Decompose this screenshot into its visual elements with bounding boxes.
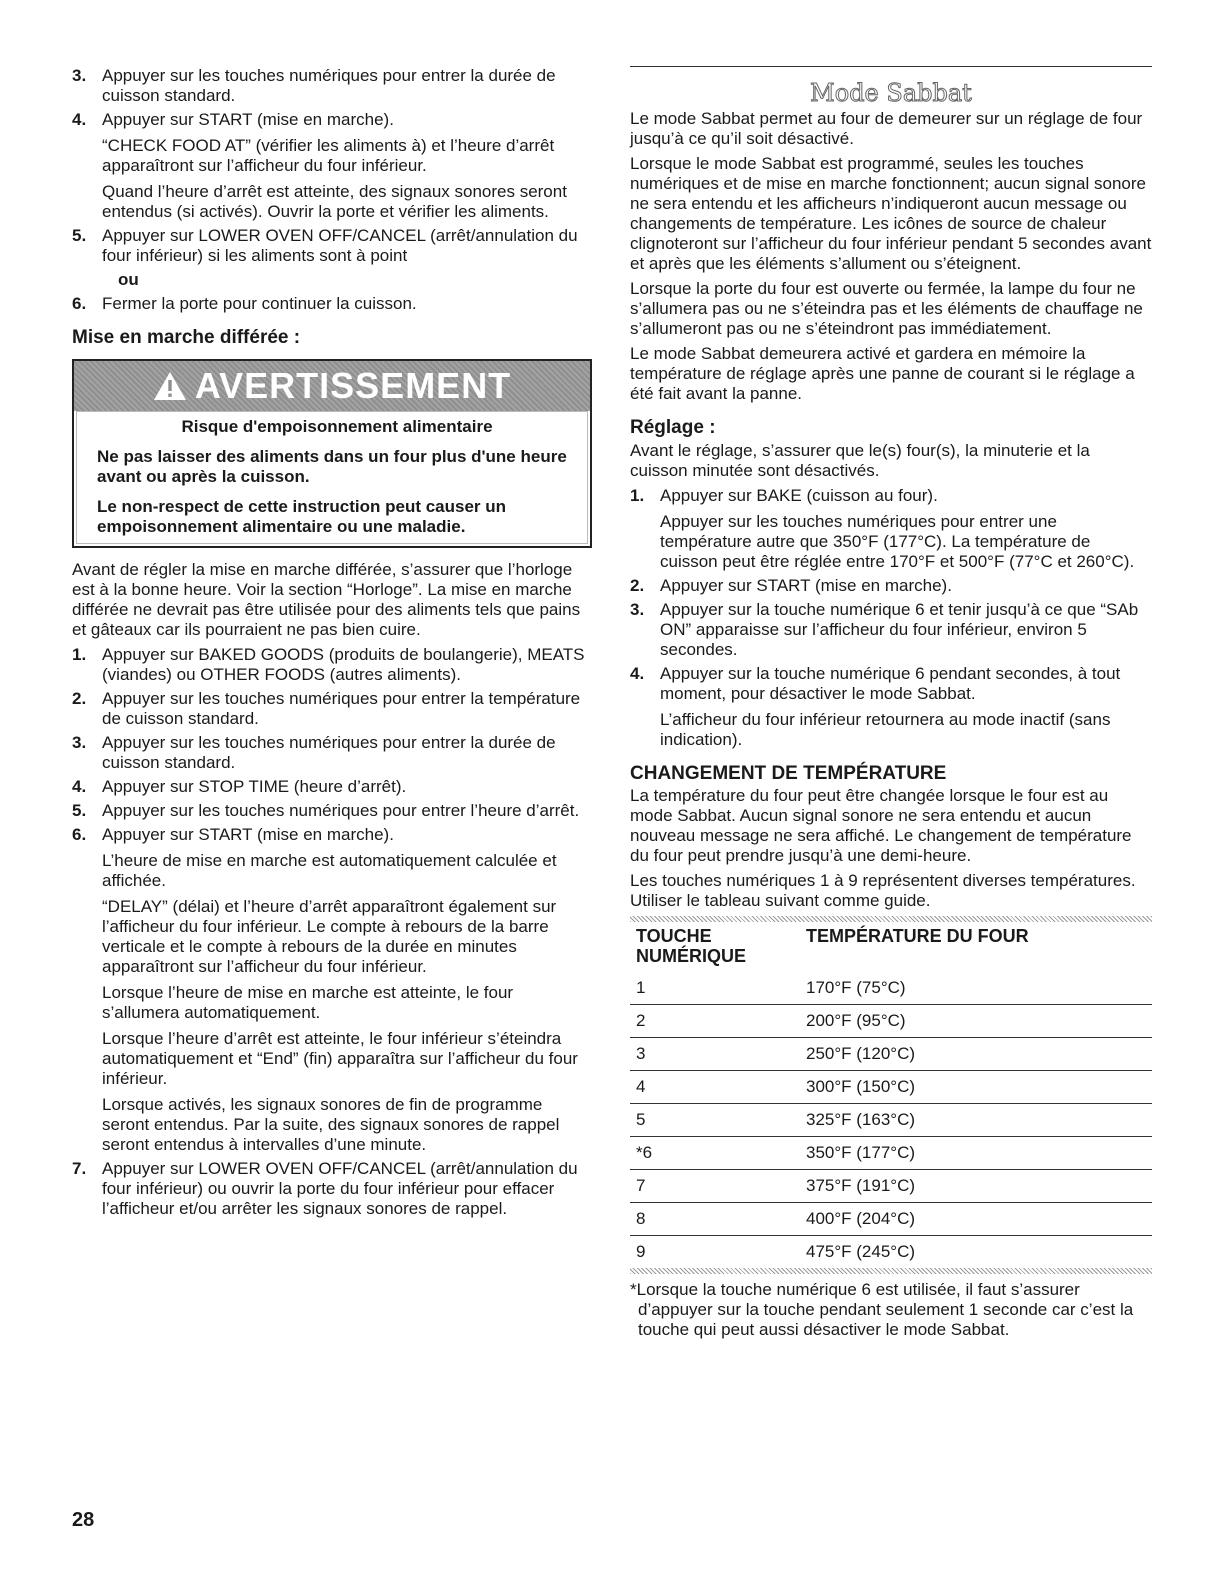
warning-title: AVERTISSEMENT [194,365,512,406]
step [72,645,592,685]
step-number: 3. [72,66,87,85]
table-header-row [630,922,1152,972]
step-text: Appuyer sur la touche numérique 6 pendant secondes, à tout moment, pour désactiver le mode Sabbat. [660,664,1121,703]
paragraph: Le mode Sabbat demeurera activé et gardera en mémoire la température de réglage après une panne de courant si le réglage a été fait avant la panne. [630,344,1135,403]
step-text: Appuyer sur les touches numériques pour entrer la durée de cuisson standard. [102,66,556,105]
step-number: 6. [72,294,87,313]
table-row [630,1038,1152,1071]
step-number: 2. [630,576,645,595]
warning-triangle-icon [153,371,187,401]
step-text: L’afficheur du four inférieur retournera au mode inactif (sans indication). [660,710,1111,749]
left-column [72,66,592,1223]
step [72,1159,592,1219]
paragraph: Les touches numériques 1 à 9 représentent diverses températures. Utiliser le tableau suivant comme guide. [630,871,1136,910]
step-text: Appuyer sur LOWER OVEN OFF/CANCEL (arrêt/annulation du four inférieur) ou ouvrir la porte du four inférieur pour effacer l’afficheur et/ou arrêter les signaux sonores de rappel. [102,1159,578,1218]
temp-change-paragraphs [630,786,1152,911]
step-number: 7. [72,1159,87,1178]
intro-steps [72,66,592,266]
key-cell: 4 [630,1071,806,1104]
table-row [630,1104,1152,1137]
step-text: “CHECK FOOD AT” (vérifier les aliments à) et l’heure d’arrêt apparaîtront sur l’afficheur du four inférieur. [102,136,555,175]
setup-intro: Avant le réglage, s’assurer que le(s) four(s), la minuterie et la cuisson minutée sont désactivés. [630,441,1090,480]
step-number: 3. [72,733,87,752]
step-text: L’heure de mise en marche est automatiquement calculée et affichée. [102,851,557,890]
step-text: Appuyer sur START (mise en marche). [102,110,394,129]
warning-header [74,361,590,411]
table-row [630,1170,1152,1203]
step [630,664,1152,750]
step-text: Appuyer sur les touches numériques pour entrer une température autre que 350°F (177°C). La température de cuisson peut être réglée entre 170°F et 500°F (77°C et 260°C). [660,512,1135,571]
step-text: Lorsque activés, les signaux sonores de fin de programme seront entendus. Par la suite, des signaux sonores de rappel seront entendus à intervalles d’une minute. [102,1095,560,1154]
key-cell: 7 [630,1170,806,1203]
key-cell: 2 [630,1005,806,1038]
table-row [630,1071,1152,1104]
step-number: 4. [72,777,87,796]
key-cell: 9 [636,1242,646,1261]
step-text: Appuyer sur la touche numérique 6 et tenir jusqu’à ce que “SAb ON” apparaisse sur l’afficheur du four inférieur, environ 5 secondes. [660,600,1139,659]
temp-cell: 400°F (204°C) [806,1203,1152,1236]
step-text: Appuyer sur START (mise en marche). [102,825,394,844]
step-text: Appuyer sur LOWER OVEN OFF/CANCEL (arrêt/annulation du four inférieur) si les aliments sont à point [102,226,578,265]
warning-risk: Risque d'empoisonnement alimentaire [181,417,493,436]
step-number: 4. [630,664,645,683]
step-text: Appuyer sur BAKE (cuisson au four). [660,486,938,505]
paragraph: Lorsque la porte du four est ouverte ou fermée, la lampe du four ne s’allumera pas ou ne s’éteindra pas et les éléments de chauffage ne s’allumeront pas ou ne s’éteindront pas immédiatement. [630,279,1143,338]
or-separator: ou [118,270,139,289]
step [72,226,592,266]
warning-body [76,411,588,544]
step-text: Quand l’heure d’arrêt est atteinte, des signaux sonores seront entendus (si activés). Ouvrir la porte et vérifier les aliments. [102,182,567,221]
sabbath-paragraphs [630,109,1152,404]
step-text: Lorsque l’heure d’arrêt est atteinte, le four inférieur s’éteindra automatiquement et “End” (fin) apparaîtra sur l’afficheur du four inférieur. [102,1029,578,1088]
step-text: Appuyer sur les touches numériques pour entrer la température de cuisson standard. [102,689,581,728]
table-row [630,1005,1152,1038]
temp-cell: 350°F (177°C) [806,1137,1152,1170]
table-bottom-rule [630,1268,1152,1274]
step-text: Fermer la porte pour continuer la cuisson. [102,294,417,313]
key-cell: 3 [630,1038,806,1071]
temp-cell: 300°F (150°C) [806,1071,1152,1104]
step [72,777,592,797]
step-text: Lorsque l’heure de mise en marche est atteinte, le four s’allumera automatiquement. [102,983,514,1022]
temperature-table [630,922,1152,1268]
delayed-start-heading: Mise en marche différée : [72,327,301,348]
step-6 [72,294,592,314]
delay-steps [72,645,592,1219]
key-cell: *6 [630,1137,806,1170]
paragraph: La température du four peut être changée lorsque le four est au mode Sabbat. Aucun signal sonore ne sera entendu et aucun nouveau message ne sera affiché. Le changement de température du four peut prendre jusqu’à une demi-heure. [630,786,1132,865]
step-text: Appuyer sur BAKED GOODS (produits de boulangerie), MEATS (viandes) ou OTHER FOODS (autres aliments). [102,645,585,684]
key-cell: 8 [630,1203,806,1236]
step-text: Appuyer sur START (mise en marche). [660,576,952,595]
step [72,689,592,729]
temp-change-heading: CHANGEMENT DE TEMPÉRATURE [630,763,947,784]
setup-heading: Réglage : [630,417,716,438]
temp-cell: 375°F (191°C) [806,1170,1152,1203]
warning-box [72,359,592,548]
step [630,600,1152,660]
temp-cell: 475°F (245°C) [806,1242,916,1261]
step [630,486,1152,572]
table-row [630,972,1152,1005]
table-row [630,1236,1152,1269]
key-cell: 5 [630,1104,806,1137]
warning-line-1: Ne pas laisser des aliments dans un four plus d'une heure avant ou après la cuisson. [97,447,567,486]
step-text: Appuyer sur les touches numériques pour entrer la durée de cuisson standard. [102,733,556,772]
step-number: 1. [630,486,645,505]
step [72,801,592,821]
step [72,110,592,222]
warning-line-2: Le non-respect de cette instruction peut causer un empoisonnement alimentaire ou une maladie. [97,497,507,536]
step-number: 3. [630,600,645,619]
step-number: 5. [72,801,87,820]
step-number: 6. [72,825,87,844]
page-number: 28 [72,1509,95,1531]
table-row [630,1203,1152,1236]
temp-cell: 325°F (163°C) [806,1104,1152,1137]
step-number: 5. [72,226,87,245]
step-text: Appuyer sur les touches numériques pour entrer l’heure d’arrêt. [102,801,580,820]
temp-cell: 200°F (95°C) [806,1005,1152,1038]
col-header-temp: TEMPÉRATURE DU FOUR [806,926,1029,946]
step-number: 1. [72,645,87,664]
step-number: 4. [72,110,87,129]
temp-cell: 170°F (75°C) [806,972,1152,1005]
step-text: Appuyer sur STOP TIME (heure d’arrêt). [102,777,407,796]
section-rule [630,66,1152,67]
right-column [630,66,1152,1340]
step [72,66,592,106]
key-cell: 1 [630,972,806,1005]
step-text: “DELAY” (délai) et l’heure d’arrêt apparaîtront également sur l’afficheur du four inférieur. Le compte à rebours de la barre verticale et le compte à rebours de la durée en minutes apparaîtront sur l’afficheur du four inférieur. [102,897,557,976]
table-footnote: *Lorsque la touche numérique 6 est utilisée, il faut s’assurer d’appuyer sur la touche pendant seulement 1 seconde car c’est la touche qui peut aussi désactiver le mode Sabbat. [630,1280,1134,1339]
step [72,733,592,773]
sabbath-mode-title: Mode Sabbat [810,79,972,107]
step [72,825,592,1155]
paragraph: Lorsque le mode Sabbat est programmé, seules les touches numériques et de mise en marche fonctionnent; aucun signal sonore ne sera entendu et les afficheurs n’indiqueront aucun message ou changements de température. Les icônes de source de chaleur clignoteront sur l’afficheur du four inférieur pendant 5 secondes avant et après que les éléments s’allument ou s’éteignent. [630,154,1152,273]
paragraph: Le mode Sabbat permet au four de demeurer sur un réglage de four jusqu’à ce qu’il soit désactivé. [630,109,1143,148]
col-header-key: TOUCHE NUMÉRIQUE [636,926,747,966]
delay-intro: Avant de régler la mise en marche différée, s’assurer que l’horloge est à la bonne heure. Voir la section “Horloge”. La mise en marche différée ne devrait pas être utilisée pour des aliments tels que pains et gâteaux car ils pourraient ne pas bien cuire. [72,560,581,639]
step [630,576,1152,596]
step-number: 2. [72,689,87,708]
table-row [630,1137,1152,1170]
temp-cell: 250°F (120°C) [806,1038,1152,1071]
setup-steps [630,486,1152,750]
